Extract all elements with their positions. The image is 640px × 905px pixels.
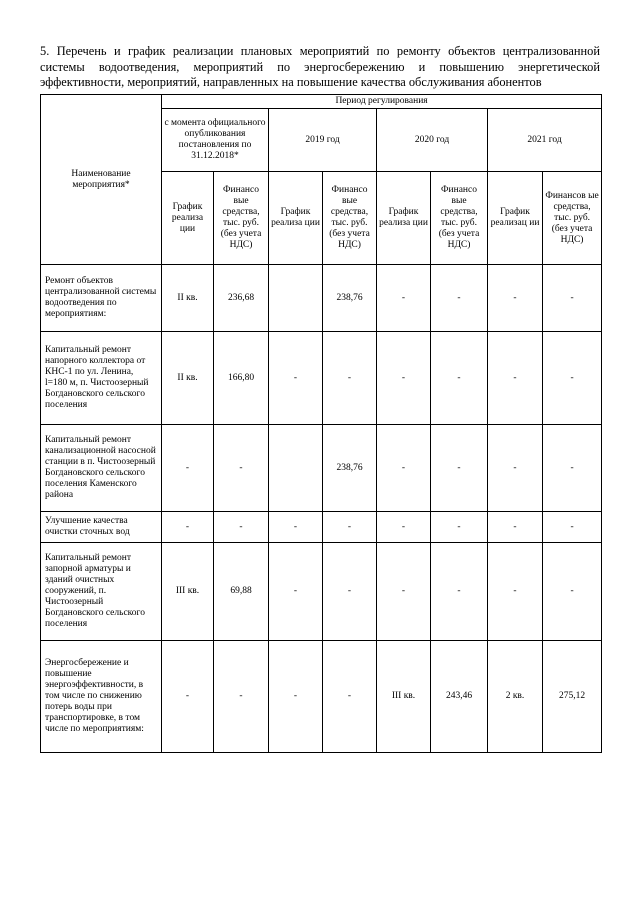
table-cell: -	[377, 512, 431, 543]
subheader-funds: Финансо вые средства, тыс. руб. (без учета НДС)	[214, 172, 269, 265]
table-cell: 166,80	[214, 332, 269, 425]
table-cell: -	[543, 425, 602, 512]
row-name: Улучшение качества очистки сточных вод	[41, 512, 162, 543]
table-cell: -	[269, 512, 323, 543]
table-cell: -	[543, 512, 602, 543]
table-cell: -	[214, 425, 269, 512]
row-name: Энергосбережение и повышение энергоэффективности, в том числе по снижению потерь воды при транспортировке, в том числе по мероприятиям:	[41, 641, 162, 753]
table-cell: -	[377, 265, 431, 332]
table-cell: -	[488, 425, 543, 512]
table-cell: III кв.	[377, 641, 431, 753]
table-cell: -	[488, 332, 543, 425]
table-cell: 236,68	[214, 265, 269, 332]
table-cell: -	[214, 641, 269, 753]
table-cell: II кв.	[162, 332, 214, 425]
table-cell	[269, 265, 323, 332]
subheader-schedule: График реализац ии	[488, 172, 543, 265]
subheader-schedule: График реализа ции	[162, 172, 214, 265]
table-cell	[269, 425, 323, 512]
table-cell: -	[431, 425, 488, 512]
table-cell: -	[488, 265, 543, 332]
table-row	[41, 332, 602, 425]
table-cell: -	[488, 543, 543, 641]
table-cell: 238,76	[323, 425, 377, 512]
table-cell: -	[377, 543, 431, 641]
section-title: 5. Перечень и график реализации плановых мероприятий по ремонту объектов централизованной системы водоотведения, мероприятий по энергосбережению и повышению энергетической эффективности, мероприятий, направленных на повышение качества обслуживания абонентов	[40, 44, 600, 89]
table-cell: 238,76	[323, 265, 377, 332]
table-cell: -	[488, 512, 543, 543]
table-cell: -	[431, 332, 488, 425]
table-cell: -	[543, 265, 602, 332]
subheader-funds: Финансо вые средства, тыс. руб. (без учета НДС)	[431, 172, 488, 265]
subheader-schedule: График реализа ции	[269, 172, 323, 265]
subheader-funds: Финансов ые средства, тыс. руб. (без учета НДС)	[543, 172, 602, 265]
period-header-initial: с момента официального опубликования постановления по 31.12.2018*	[162, 109, 269, 172]
measures-table	[40, 94, 602, 753]
table-cell: -	[543, 332, 602, 425]
table-cell: -	[162, 425, 214, 512]
table-row	[41, 425, 602, 512]
table-cell: 243,46	[431, 641, 488, 753]
table-cell: -	[269, 641, 323, 753]
row-name: Капитальный ремонт канализационной насосной станции в п. Чистоозерный Богдановского сельского поселения Каменского района	[41, 425, 162, 512]
subheader-schedule: График реализа ции	[377, 172, 431, 265]
table-cell: -	[431, 543, 488, 641]
table-cell: -	[323, 543, 377, 641]
table-cell: -	[269, 332, 323, 425]
table-row	[41, 512, 602, 543]
table-cell: -	[543, 543, 602, 641]
table-row	[41, 265, 602, 332]
table-cell: -	[431, 265, 488, 332]
table-cell: -	[214, 512, 269, 543]
table-cell: -	[269, 543, 323, 641]
period-header-2021: 2021 год	[488, 109, 602, 172]
period-header: Период регулирования	[162, 95, 602, 109]
subheader-funds: Финансо вые средства, тыс. руб. (без учета НДС)	[323, 172, 377, 265]
table-cell: -	[323, 332, 377, 425]
table-cell: -	[431, 512, 488, 543]
period-header-2020: 2020 год	[377, 109, 488, 172]
table-cell: 2 кв.	[488, 641, 543, 753]
table-cell: 275,12	[543, 641, 602, 753]
table-cell: 69,88	[214, 543, 269, 641]
table-cell: -	[377, 425, 431, 512]
table-row	[41, 641, 602, 753]
table-cell: II кв.	[162, 265, 214, 332]
name-column-header: Наименование мероприятия*	[41, 95, 162, 265]
table-cell: -	[323, 512, 377, 543]
table-cell: -	[162, 641, 214, 753]
row-name: Капитальный ремонт напорного коллектора от КНС-1 по ул. Ленина, l=180 м, п. Чистоозерный Богдановского сельского поселения	[41, 332, 162, 425]
period-header-2019: 2019 год	[269, 109, 377, 172]
table-cell: -	[377, 332, 431, 425]
row-name: Ремонт объектов централизованной системы водоотведения по мероприятиям:	[41, 265, 162, 332]
table-cell: -	[162, 512, 214, 543]
table-cell: -	[323, 641, 377, 753]
table-row	[41, 543, 602, 641]
table-cell: III кв.	[162, 543, 214, 641]
row-name: Капитальный ремонт запорной арматуры и зданий очистных сооружений, п. Чистоозерный Богдановского сельского поселения	[41, 543, 162, 641]
